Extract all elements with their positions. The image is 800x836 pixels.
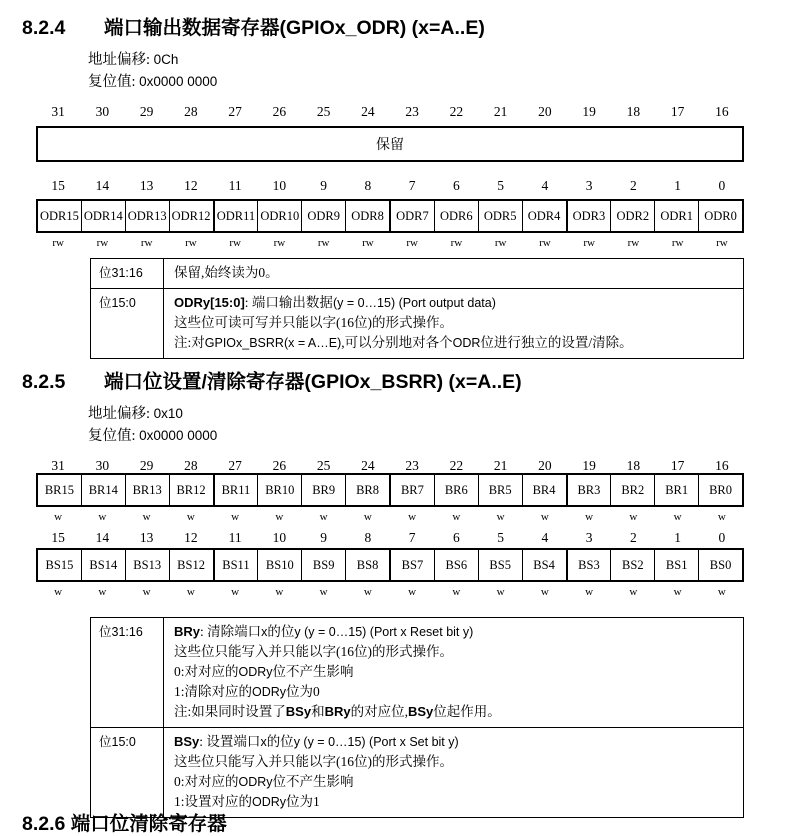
bit-label: 12 (184, 178, 198, 193)
bit-label: w (673, 511, 682, 523)
bit-label: 31 (51, 104, 65, 119)
bit-numbers-825-high (36, 458, 744, 474)
bit-label: 28 (184, 458, 198, 473)
reserved-field-824 (36, 126, 744, 162)
bit-label: 6 (453, 178, 460, 193)
bit-label: 29 (139, 458, 154, 473)
bit-label: 27 (228, 104, 242, 119)
description-line: 注:如果同时设置了BSy和BRy的对应位,BSy位起作用。 (174, 704, 501, 719)
bit-label: w (496, 511, 505, 523)
bit-label: w (231, 511, 240, 523)
register-bit-cell: BS0 (709, 557, 732, 572)
bit-label: w (363, 586, 372, 598)
bit-label: rw (583, 237, 595, 249)
bit-label: w (496, 586, 505, 598)
register-bit-cell: BR11 (215, 475, 259, 505)
bit-label: w (319, 586, 328, 598)
bit-label: 22 (449, 458, 464, 473)
bit-label: 30 (95, 104, 110, 119)
bit-label: 25 (316, 104, 331, 119)
bit-label: 12 (184, 530, 198, 545)
bit-numbers-824-low (36, 178, 744, 194)
bit-label: rw (185, 237, 197, 249)
bit-label: w (319, 511, 328, 523)
bit-label: 4 (541, 178, 549, 193)
section-title: 端口位设置/清除寄存器(GPIOx_BSRR) (x=A..E) (104, 371, 522, 393)
bit-label: w (142, 511, 151, 523)
bit-label: rw (494, 237, 507, 249)
bit-label: 9 (320, 178, 327, 193)
description-line: 1:设置对应的ODRy位为1 (174, 794, 320, 809)
register-bit-cell: BR15 (38, 475, 82, 505)
register-bit-cell: ODR8 (346, 201, 391, 231)
bit-label: w (275, 511, 284, 523)
register-bit-cell: BR5 (479, 475, 523, 505)
bit-range-label: 位31:16 (91, 259, 164, 288)
description-line: 这些位只能写入并只能以字(16位)的形式操作。 (174, 644, 453, 659)
register-bit-cell: ODR3 (568, 201, 612, 231)
bit-label: 2 (630, 530, 637, 545)
bit-label: w (231, 586, 240, 598)
register-bit-cell: BR6 (435, 475, 479, 505)
reserved-label: 保留 (376, 138, 404, 153)
register-bit-cell: ODR1 (655, 201, 699, 231)
bit-label: 3 (585, 530, 593, 545)
register-bit-cell: BR4 (523, 475, 568, 505)
section-number: 8.2.4 (22, 17, 66, 39)
bit-label: w (142, 586, 151, 598)
bit-label: 2 (630, 178, 637, 193)
bit-label: 28 (184, 104, 198, 119)
register-bit-cell: ODR7 (391, 201, 435, 231)
section-heading-825 (22, 366, 522, 394)
register-bit-cell: BS6 (435, 550, 479, 580)
bit-label: 10 (272, 178, 287, 193)
register-bit-cell: ODR0 (704, 208, 737, 223)
bit-label: w (98, 586, 107, 598)
bit-label: 13 (139, 178, 154, 193)
description-row (91, 618, 743, 728)
register-bit-cell: BS1 (655, 550, 699, 580)
reset-value-825 (88, 424, 217, 445)
bit-label: 6 (453, 530, 460, 545)
bit-label: 20 (538, 458, 552, 473)
bit-label: 23 (405, 104, 419, 119)
bit-range-label: 位31:16 (91, 618, 164, 727)
register-bit-cell: ODR9 (302, 201, 346, 231)
bit-label: w (629, 586, 638, 598)
bit-label: 31 (51, 458, 65, 473)
register-bit-cell: ODR12 (170, 201, 215, 231)
register-bit-cell: BS9 (302, 550, 346, 580)
register-bit-cell: BR0 (709, 482, 733, 497)
register-bit-cell: BS13 (126, 550, 170, 580)
register-bit-cell: BR12 (170, 475, 215, 505)
address-offset-value: 0Ch (153, 52, 179, 67)
bit-label: 8 (364, 530, 372, 545)
bit-label: w (98, 511, 107, 523)
description-row (91, 728, 743, 817)
bit-label: rw (273, 237, 286, 249)
bit-label: 14 (95, 178, 110, 193)
register-bit-cell: BS2 (611, 550, 655, 580)
description-body (164, 728, 743, 817)
description-line: 这些位只能写入并只能以字(16位)的形式操作。 (174, 754, 453, 769)
register-bit-cell: BS15 (38, 550, 82, 580)
register-bit-cell: BR9 (302, 475, 346, 505)
bit-label: 17 (670, 458, 685, 473)
bit-label: rw (539, 237, 551, 249)
bit-label: 21 (493, 458, 508, 473)
bit-label: 11 (228, 530, 242, 545)
register-bit-cell: BR10 (258, 475, 302, 505)
bit-label: 25 (316, 458, 331, 473)
next-section-heading-cutoff: 8.2.6 端口位清除寄存器 (22, 813, 227, 835)
section-heading-824 (22, 12, 485, 40)
address-offset-value: 0x10 (153, 406, 183, 421)
description-row (91, 259, 743, 289)
bit-label: 1 (674, 178, 681, 193)
bit-label: w (673, 586, 682, 598)
bit-label: 29 (139, 104, 154, 119)
bit-label: 22 (449, 104, 464, 119)
register-bit-cell: ODR6 (435, 201, 479, 231)
register-bit-cell: BR2 (611, 475, 655, 505)
description-line: 这些位可读可写并只能以字(16位)的形式操作。 (174, 315, 453, 330)
bit-label: w (452, 586, 461, 598)
bit-label: w (54, 511, 63, 523)
register-bit-cell: ODR14 (82, 201, 126, 231)
address-offset-label: 地址偏移: (88, 406, 151, 422)
description-line: 注:对GPIOx_BSRR(x = A…E),可以分别地对各个ODR位进行独立的设置/清除。 (174, 335, 633, 350)
bit-label: 24 (361, 458, 375, 473)
bit-label: 19 (582, 104, 596, 119)
reset-value-824 (88, 70, 217, 91)
description-body (164, 289, 743, 358)
register-bit-cell: BS5 (479, 550, 523, 580)
description-line: 保留,始终读为0。 (174, 265, 279, 280)
bit-label: 18 (626, 104, 641, 119)
bit-label: w (275, 586, 284, 598)
bit-label: 10 (272, 530, 287, 545)
section-title: 端口输出数据寄存器(GPIOx_ODR) (x=A..E) (104, 17, 485, 39)
bit-label: 18 (626, 458, 641, 473)
bit-label: rw (52, 237, 64, 249)
access-row-825-high (36, 510, 744, 524)
address-offset-824 (88, 48, 178, 69)
register-bit-cell: BS14 (82, 550, 126, 580)
register-bit-cell: ODR10 (258, 201, 302, 231)
register-bit-cell: BR14 (82, 475, 126, 505)
bit-label: w (540, 586, 549, 598)
register-bit-cell: ODR2 (611, 201, 655, 231)
bit-label: w (186, 586, 195, 598)
bit-label: 14 (95, 530, 110, 545)
bit-label: w (717, 586, 726, 598)
bit-label: 0 (718, 178, 726, 193)
register-bit-cell: BS8 (346, 550, 391, 580)
access-row-825-low (36, 585, 744, 599)
bit-label: w (629, 511, 638, 523)
register-bit-cell: BR7 (391, 475, 435, 505)
bit-label: 15 (51, 178, 65, 193)
bit-label: rw (362, 237, 374, 249)
bit-label: 16 (715, 458, 729, 473)
bit-label: 30 (95, 458, 110, 473)
register-bit-cell: BS7 (391, 550, 435, 580)
bit-label: 15 (51, 530, 65, 545)
bit-label: rw (671, 237, 684, 249)
bit-label: 21 (493, 104, 508, 119)
address-offset-825 (88, 402, 183, 423)
bit-label: w (717, 511, 726, 523)
register-bit-cell: BS4 (523, 550, 568, 580)
bit-label: rw (450, 237, 463, 249)
register-bit-cell: BS10 (258, 550, 302, 580)
bit-label: 11 (228, 178, 242, 193)
description-line: 0:对对应的ODRy位不产生影响 (174, 774, 354, 789)
bit-label: 3 (585, 178, 593, 193)
bit-label: w (408, 511, 417, 523)
register-bit-cell: BS11 (215, 550, 259, 580)
description-line: 0:对对应的ODRy位不产生影响 (174, 664, 354, 679)
bit-label: rw (627, 237, 640, 249)
bit-label: 23 (405, 458, 419, 473)
register-bit-cell: ODR15 (38, 201, 82, 231)
bit-label: w (540, 511, 549, 523)
description-body (164, 259, 743, 288)
bit-label: 24 (361, 104, 375, 119)
bit-label: 5 (497, 530, 504, 545)
register-bit-cell: BR13 (126, 475, 170, 505)
register-cells-bs (36, 548, 744, 582)
register-bit-cell: BR8 (346, 475, 391, 505)
bit-label: w (363, 511, 372, 523)
access-row-824-low (36, 236, 744, 250)
description-table-bsrr (90, 617, 744, 818)
bit-label: w (452, 511, 461, 523)
bit-range-label: 位15:0 (91, 289, 164, 358)
bit-range-label: 位15:0 (91, 728, 164, 817)
description-table-odr (90, 258, 744, 359)
bit-label: 7 (408, 178, 416, 193)
bit-numbers-824-high (36, 104, 744, 120)
bit-label: 5 (497, 178, 504, 193)
section-number: 8.2.5 (22, 371, 66, 393)
bit-label: 27 (228, 458, 242, 473)
reset-value-label: 复位值: (88, 74, 136, 90)
register-bit-cell: ODR4 (523, 201, 568, 231)
bit-label: w (54, 586, 63, 598)
register-cells-br (36, 473, 744, 507)
bit-label: w (585, 586, 594, 598)
register-bit-cell: ODR13 (126, 201, 170, 231)
register-bit-cell: BS12 (170, 550, 215, 580)
description-body (164, 618, 743, 727)
description-line: BSy: 设置端口x的位y (y = 0…15) (Port x Set bit y) (174, 734, 459, 749)
description-line: BRy: 清除端口x的位y (y = 0…15) (Port x Reset bit y) (174, 624, 474, 639)
register-bit-cell: BR1 (655, 475, 699, 505)
bit-label: 13 (139, 530, 154, 545)
description-line: 1:清除对应的ODRy位为0 (174, 684, 320, 699)
bit-label: rw (140, 237, 153, 249)
bit-label: rw (406, 237, 418, 249)
bit-label: w (408, 586, 417, 598)
bit-label: rw (317, 237, 330, 249)
register-bit-cell: ODR11 (215, 201, 259, 231)
bit-label: 17 (670, 104, 685, 119)
bit-label: 7 (408, 530, 416, 545)
reset-value: 0x0000 0000 (139, 74, 218, 89)
bit-label: 0 (718, 530, 726, 545)
register-bit-cell: BS3 (568, 550, 612, 580)
bit-label: w (585, 511, 594, 523)
description-line: ODRy[15:0]: 端口输出数据(y = 0…15) (Port output data) (174, 295, 496, 310)
bit-label: 8 (364, 178, 372, 193)
register-bit-cell: BR3 (568, 475, 612, 505)
bit-label: 19 (582, 458, 596, 473)
bit-label: 4 (541, 530, 549, 545)
description-row (91, 289, 743, 358)
reset-value: 0x0000 0000 (139, 428, 218, 443)
bit-label: 9 (320, 530, 327, 545)
register-bit-cell: ODR5 (479, 201, 523, 231)
bit-label: rw (716, 237, 728, 249)
register-cells-odr (36, 199, 744, 233)
address-offset-label: 地址偏移: (88, 52, 151, 68)
reset-value-label: 复位值: (88, 428, 136, 444)
bit-label: 1 (674, 530, 681, 545)
bit-label: w (186, 511, 195, 523)
bit-label: rw (229, 237, 241, 249)
bit-numbers-825-low (36, 530, 744, 546)
bit-label: 16 (715, 104, 729, 119)
bit-label: 26 (272, 104, 287, 119)
bit-label: 26 (272, 458, 287, 473)
bit-label: 20 (538, 104, 552, 119)
bit-label: rw (96, 237, 109, 249)
